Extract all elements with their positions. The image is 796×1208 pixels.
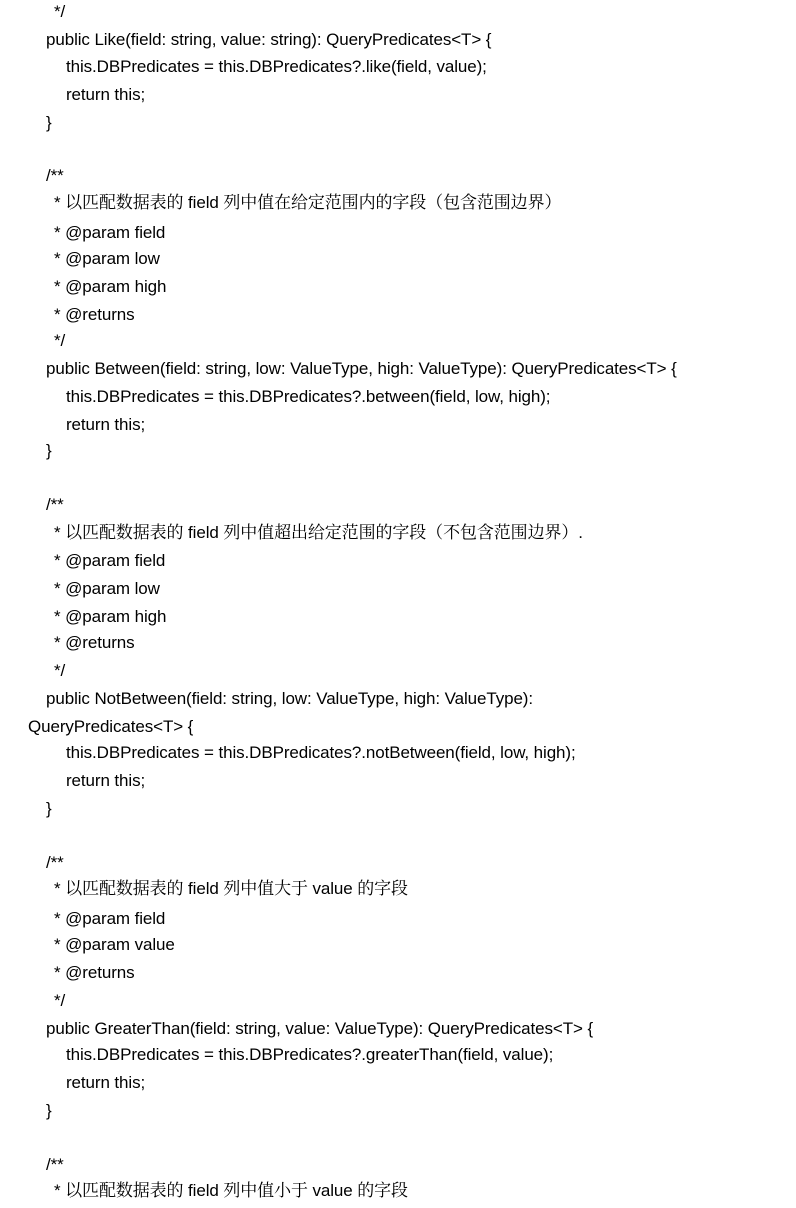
code-line: * @param field <box>54 909 166 928</box>
code-line: * 以匹配数据表的 field 列中值在给定范围内的字段（包含范围边界） <box>54 193 562 212</box>
code-line: * @param value <box>54 935 175 954</box>
code-line: */ <box>54 331 66 350</box>
code-line: return this; <box>66 771 146 790</box>
code-line: } <box>46 441 52 460</box>
code-line: * @param low <box>54 249 160 268</box>
code-line: * 以匹配数据表的 field 列中值大于 value 的字段 <box>54 879 408 898</box>
code-line: this.DBPredicates = this.DBPredicates?.notBetween(field, low, high); <box>66 743 576 762</box>
code-line: */ <box>54 991 66 1010</box>
code-line: } <box>46 799 52 818</box>
code-line: } <box>46 1101 52 1120</box>
code-line: public Like(field: string, value: string): QueryPredicates<T> { <box>46 30 492 49</box>
code-line: * @param field <box>54 223 166 242</box>
code-line: QueryPredicates<T> { <box>28 717 194 736</box>
code-line: * 以匹配数据表的 field 列中值小于 value 的字段 <box>54 1181 408 1200</box>
code-line: } <box>46 113 52 132</box>
code-line: this.DBPredicates = this.DBPredicates?.between(field, low, high); <box>66 387 551 406</box>
code-line: /** <box>46 495 64 514</box>
code-line: public NotBetween(field: string, low: ValueType, high: ValueType): <box>46 689 533 708</box>
code-line: /** <box>46 853 64 872</box>
code-line: * @param field <box>54 551 166 570</box>
code-line: this.DBPredicates = this.DBPredicates?.greaterThan(field, value); <box>66 1045 554 1064</box>
code-line: public Between(field: string, low: ValueType, high: ValueType): QueryPredicates<T> { <box>46 359 677 378</box>
code-line: this.DBPredicates = this.DBPredicates?.like(field, value); <box>66 57 487 76</box>
code-line: * 以匹配数据表的 field 列中值超出给定范围的字段（不包含范围边界）. <box>54 523 583 542</box>
code-line: /** <box>46 1155 64 1174</box>
code-line: return this; <box>66 1073 146 1092</box>
code-line: */ <box>54 2 66 21</box>
code-line: /** <box>46 166 64 185</box>
code-line: * @returns <box>54 305 135 324</box>
code-line: return this; <box>66 415 146 434</box>
code-line: public GreaterThan(field: string, value: ValueType): QueryPredicates<T> { <box>46 1019 594 1038</box>
code-line: * @param high <box>54 607 167 626</box>
code-line: * @param low <box>54 579 160 598</box>
code-line: * @returns <box>54 963 135 982</box>
code-line: */ <box>54 661 66 680</box>
code-line: * @param high <box>54 277 167 296</box>
code-line: * @returns <box>54 633 135 652</box>
code-line: return this; <box>66 85 146 104</box>
